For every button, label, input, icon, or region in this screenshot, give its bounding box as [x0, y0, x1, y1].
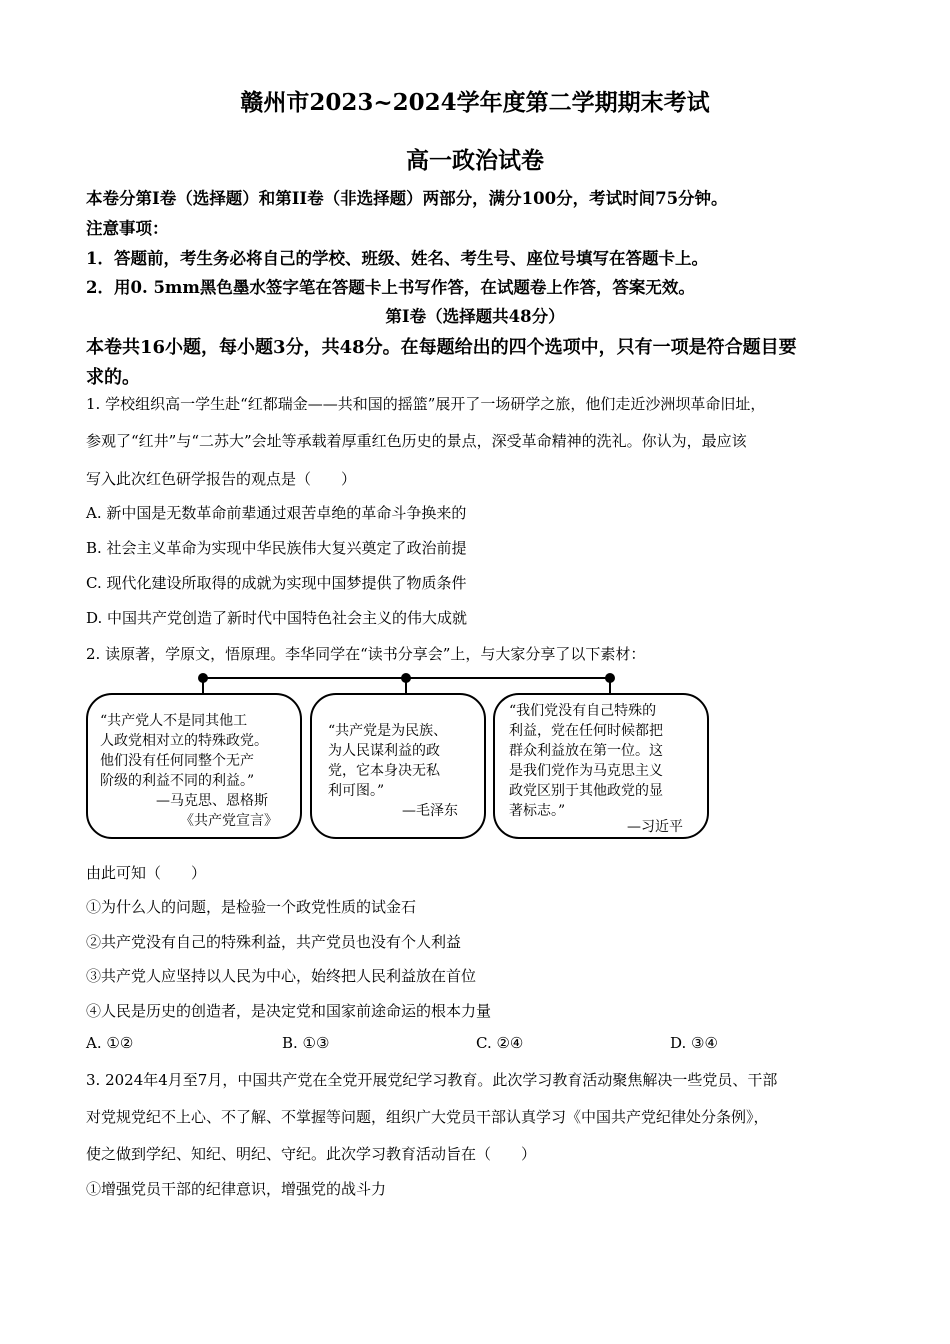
q1-stem-line2: 参观了“红井”与“二苏大”会址等承载着厚重红色历史的景点，深受革命精神的洗礼。你认为，最应该 [86, 432, 747, 450]
connector-stem [202, 678, 204, 694]
notice-item-1: 1．答题前，考生务必将自己的学校、班级、姓名、考生号、座位号填写在答题卡上。 [86, 249, 708, 268]
q2-item-3: ③共产党人应坚持以人民为中心，始终把人民利益放在首位 [86, 967, 477, 985]
quote-text: “共产党人不是同其他工 人政党相对立的特殊政党。 他们没有任何同整个无产 阶级的利益不同的利益。” [100, 713, 268, 789]
exam-subtitle: 高一政治试卷 [406, 147, 544, 174]
q2-item-2: ②共产党没有自己的特殊利益，共产党员也没有个人利益 [86, 933, 462, 951]
quote-source: —马克思、恩格斯 [156, 793, 268, 809]
quote-bubble-marx [86, 693, 302, 839]
q2-item-4: ④人民是历史的创造者，是决定党和国家前途命运的根本力量 [86, 1002, 492, 1020]
section-1-desc-line2: 求的。 [86, 367, 140, 388]
instructions-line: 本卷分第I卷（选择题）和第II卷（非选择题）两部分，满分100分，考试时间75分钟。 [86, 189, 728, 208]
connector-stem [609, 678, 611, 694]
q2-option-d: D. ③④ [670, 1034, 718, 1052]
quote-bubble-mao [310, 693, 486, 839]
q2-stem: 2. 读原著，学原文，悟原理。李华同学在“读书分享会”上，与大家分享了以下素材： [86, 645, 646, 663]
q2-option-a: A. ①② [86, 1034, 134, 1052]
q1-option-d: D. 中国共产党创造了新时代中国特色社会主义的伟大成就 [86, 609, 468, 627]
quote-text: “共产党是为民族、 为人民谋利益的政 党，它本身决无私 利可图。” [328, 723, 448, 799]
notice-label: 注意事项： [86, 219, 169, 238]
quote-source-book: 《共产党宣言》 [180, 813, 278, 829]
q2-option-c: C. ②④ [476, 1034, 524, 1052]
q2-item-1: ①为什么人的问题，是检验一个政党性质的试金石 [86, 898, 417, 916]
q3-stem-line2: 对党规党纪不上心、不了解、不掌握等问题，组织广大党员干部认真学习《中国共产党纪律处分条例》， [86, 1108, 769, 1126]
q1-option-a: A. 新中国是无数革命前辈通过艰苦卓绝的革命斗争换来的 [86, 504, 467, 522]
section-1-desc-line1: 本卷共16小题，每小题3分，共48分。在每题给出的四个选项中，只有一项是符合题目要 [86, 337, 797, 358]
quote-source: —习近平 [627, 819, 683, 835]
exam-title: 赣州市2023~2024学年度第二学期期末考试 [240, 89, 710, 116]
connector-stem [405, 678, 407, 694]
q1-stem-line3: 写入此次红色研学报告的观点是（ ） [86, 470, 357, 488]
q3-item-1: ①增强党员干部的纪律意识，增强党的战斗力 [86, 1180, 387, 1198]
q2-option-b: B. ①③ [282, 1034, 330, 1052]
section-1-title: 第I卷（选择题共48分） [385, 307, 565, 326]
q1-option-b: B. 社会主义革命为实现中华民族伟大复兴奠定了政治前提 [86, 539, 467, 557]
q3-stem-line1: 3. 2024年4月至7月，中国共产党在全党开展党纪学习教育。此次学习教育活动聚焦解决一些党员、干部 [86, 1071, 778, 1089]
q3-stem-line3: 使之做到学纪、知纪、明纪、守纪。此次学习教育活动旨在（ ） [86, 1145, 537, 1163]
q2-conclusion: 由此可知（ ） [86, 864, 207, 882]
quote-source: —毛泽东 [402, 803, 458, 819]
notice-item-2: 2．用0. 5mm黑色墨水签字笔在答题卡上书写作答，在试题卷上作答，答案无效。 [86, 278, 695, 297]
q1-option-c: C. 现代化建设所取得的成就为实现中国梦提供了物质条件 [86, 574, 467, 592]
quote-text: “我们党没有自己特殊的 利益，党在任何时候都把 群众利益放在第一位。这 是我们党作为马克思主义 政党区别于其他政党的显 著标志。” [509, 703, 663, 819]
quote-bubble-xi [493, 693, 709, 839]
q1-stem-line1: 1. 学校组织高一学生赴“红都瑞金——共和国的摇篮”展开了一场研学之旅，他们走近沙洲坝革命旧址， [86, 395, 766, 413]
